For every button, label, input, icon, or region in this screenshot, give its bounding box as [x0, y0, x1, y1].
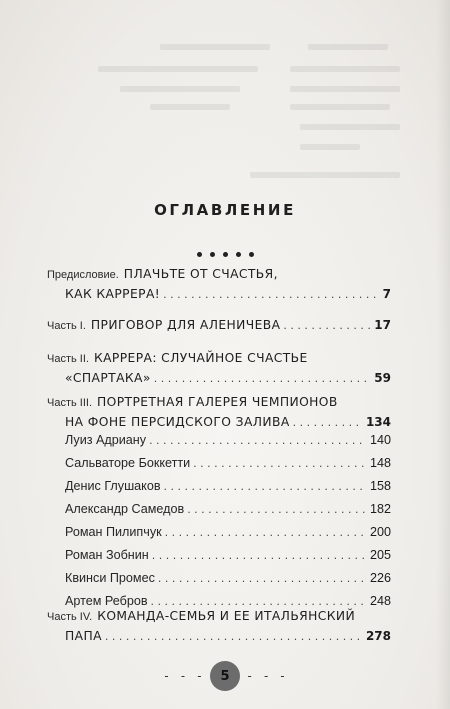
toc-subentry[interactable]: [65, 433, 391, 453]
toc-entry-part-4[interactable]: [47, 606, 391, 649]
ornament-dot: [223, 252, 228, 257]
dot-leader: [193, 457, 367, 470]
subentry-page-number: 200: [369, 525, 391, 539]
dot-leader: [158, 572, 367, 585]
toc-subentry[interactable]: [65, 502, 391, 522]
entry-page-number: 59: [374, 371, 391, 385]
folio-dash-left: - - -: [162, 669, 204, 683]
page-number-badge: [210, 661, 240, 691]
entry-title: КОМАНДА-СЕМЬЯ И ЕЕ ИТАЛЬЯНСКИЙ: [97, 609, 356, 623]
entry-prefix: Часть IV.: [47, 611, 93, 623]
subentry-name: Денис Глушаков: [65, 479, 161, 493]
entry-prefix: Часть II.: [47, 353, 89, 365]
dot-leader: [283, 316, 371, 336]
entry-prefix: Часть I.: [47, 320, 86, 332]
subentry-name: Квинси Промес: [65, 571, 155, 585]
entry-prefix: Предисловие.: [47, 269, 119, 281]
subentry-page-number: 140: [369, 433, 391, 447]
toc-entry-line: [47, 264, 391, 284]
subentry-page-number: 182: [369, 502, 391, 516]
toc-entry-part-1[interactable]: [47, 315, 391, 335]
bleed-through-text: [0, 0, 450, 200]
folio-dash-right: - - -: [246, 669, 288, 683]
toc-entry-line: [47, 284, 391, 307]
toc-entry-part-2[interactable]: [47, 348, 391, 391]
toc-subentry[interactable]: [65, 548, 391, 568]
entry-title: ПРИГОВОР ДЛЯ АЛЕНИЧЕВА: [90, 318, 281, 332]
toc-entry-line: [47, 606, 391, 626]
entry-title: ПОРТРЕТНАЯ ГАЛЕРЕЯ ЧЕМПИОНОВ: [97, 395, 338, 409]
subentry-page-number: 248: [369, 594, 391, 608]
dot-leader: [105, 627, 363, 647]
dot-leader: [149, 434, 367, 447]
page-number: 5: [220, 668, 230, 684]
entry-title-continued: «СПАРТАКА»: [65, 371, 151, 385]
page-edge-shadow: [436, 0, 450, 709]
dot-leader: [165, 526, 367, 539]
page-folio: [0, 661, 450, 691]
ornament-dot: [197, 252, 202, 257]
entry-page-number: 134: [365, 415, 391, 429]
entry-page-number: 278: [365, 629, 391, 643]
dot-leader: [163, 285, 380, 305]
subentry-page-number: 226: [369, 571, 391, 585]
toc-subentry[interactable]: [65, 525, 391, 545]
dot-leader: [187, 503, 367, 516]
subentry-name: Роман Зобнин: [65, 548, 149, 562]
toc-subentry[interactable]: [65, 571, 391, 591]
entry-title-continued: НА ФОНЕ ПЕРСИДСКОГО ЗАЛИВА: [65, 415, 290, 429]
entry-title-continued: КАК КАРРЕРА!: [65, 287, 161, 301]
toc-entry-line: [47, 412, 391, 435]
ornament-dot: [236, 252, 241, 257]
toc-entry-line: [47, 392, 391, 412]
dot-leader: [154, 369, 372, 389]
subentry-page-number: 205: [369, 548, 391, 562]
toc-entry-part-3[interactable]: [47, 392, 391, 435]
toc-entry-line: [47, 626, 391, 649]
subentry-name: Александр Самедов: [65, 502, 185, 516]
toc-entry-line: [47, 348, 391, 368]
subentry-name: Сальваторе Боккетти: [65, 456, 191, 470]
toc-entry-line: [47, 315, 391, 335]
entry-title: КАРРЕРА: СЛУЧАЙНОЕ СЧАСТЬЕ: [93, 351, 308, 365]
dot-leader: [164, 480, 367, 493]
dot-leader: [152, 549, 367, 562]
entry-title: ПЛАЧЬТЕ ОТ СЧАСТЬЯ,: [123, 267, 278, 281]
entry-page-number: 7: [382, 287, 391, 301]
subentry-name: Артем Ребров: [65, 594, 148, 608]
dot-leader: [293, 413, 363, 433]
ornament-dot: [249, 252, 254, 257]
entry-title-continued: ПАПА: [65, 629, 102, 643]
entry-prefix: Часть III.: [47, 397, 92, 409]
toc-heading: ОГЛАВЛЕНИЕ: [154, 201, 296, 219]
subentry-name: Луиз Адриану: [65, 433, 147, 447]
subentry-page-number: 158: [369, 479, 391, 493]
ornament-dot: [210, 252, 215, 257]
toc-entry-preface[interactable]: [47, 264, 391, 307]
ornament-dots: [0, 242, 450, 261]
subentry-name: Роман Пилипчук: [65, 525, 162, 539]
toc-subentry[interactable]: [65, 456, 391, 476]
subentry-page-number: 148: [369, 456, 391, 470]
entry-page-number: 17: [374, 318, 391, 332]
toc-subentry[interactable]: [65, 479, 391, 499]
toc-entry-line: [47, 368, 391, 391]
